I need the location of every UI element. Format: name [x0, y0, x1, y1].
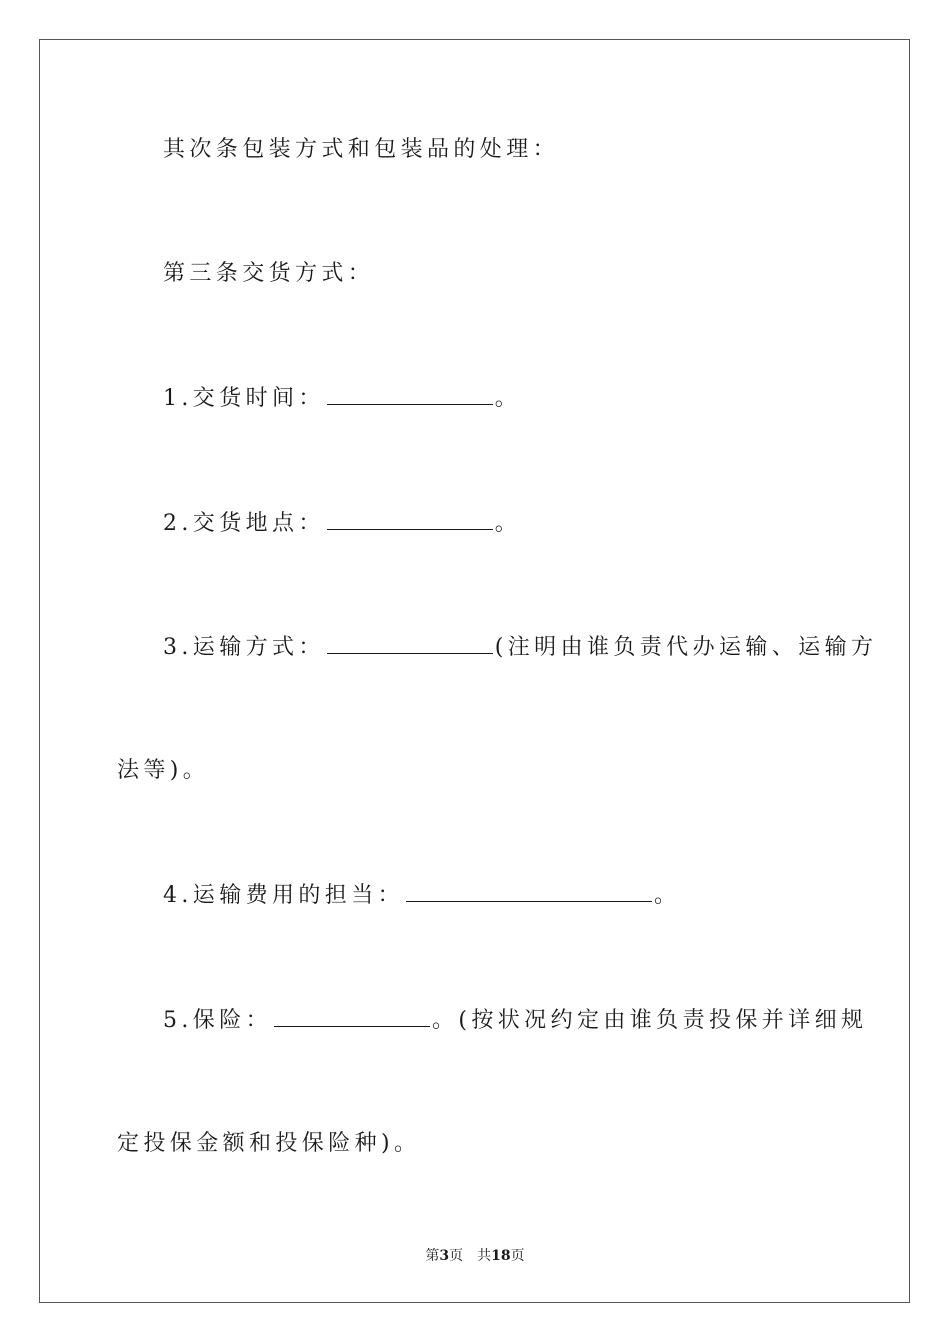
paragraph-delivery-method: 第三条交货方式： — [163, 261, 375, 286]
insurance-blank[interactable] — [274, 1006, 430, 1027]
paragraph-insurance-cont: 定投保金额和投保险种)。 — [117, 1131, 421, 1156]
transport-cost-end: 。 — [654, 883, 681, 908]
transport-method-label: 3.运输方式： — [163, 635, 325, 660]
insurance-note: 。(按状况约定由谁负责投保并详细规 — [432, 1008, 868, 1033]
paragraph-delivery-place — [163, 509, 521, 538]
delivery-time-end: 。 — [494, 386, 522, 411]
page-border — [39, 39, 910, 1303]
insurance-label: 5.保险： — [163, 1008, 272, 1033]
total-pages: 18 — [491, 1248, 511, 1264]
delivery-time-blank[interactable] — [327, 384, 493, 405]
delivery-time-label: 1.交货时间： — [163, 386, 325, 411]
paragraph-delivery-time — [163, 384, 521, 413]
page-number: 3 — [439, 1248, 450, 1264]
delivery-place-blank[interactable] — [327, 509, 493, 530]
page-suffix: 页 — [449, 1248, 464, 1264]
paragraph-transport-cost — [163, 881, 680, 910]
delivery-place-end: 。 — [494, 511, 522, 536]
delivery-place-label: 2.交货地点： — [163, 511, 325, 536]
paragraph-packaging: 其次条包装方式和包装品的处理： — [163, 137, 560, 162]
transport-method-blank[interactable] — [327, 633, 493, 654]
paragraph-insurance — [163, 1006, 867, 1035]
page-footer — [0, 1246, 950, 1266]
transport-method-note: (注明由谁负责代办运输、运输方 — [494, 635, 878, 660]
total-suffix: 页 — [510, 1248, 525, 1264]
page-prefix: 第 — [425, 1248, 440, 1264]
transport-cost-label: 4.运输费用的担当： — [163, 883, 404, 908]
paragraph-transport-method — [163, 633, 877, 662]
transport-cost-blank[interactable] — [406, 881, 652, 902]
paragraph-transport-method-cont: 法等)。 — [117, 758, 210, 783]
total-prefix: 共 — [477, 1248, 492, 1264]
